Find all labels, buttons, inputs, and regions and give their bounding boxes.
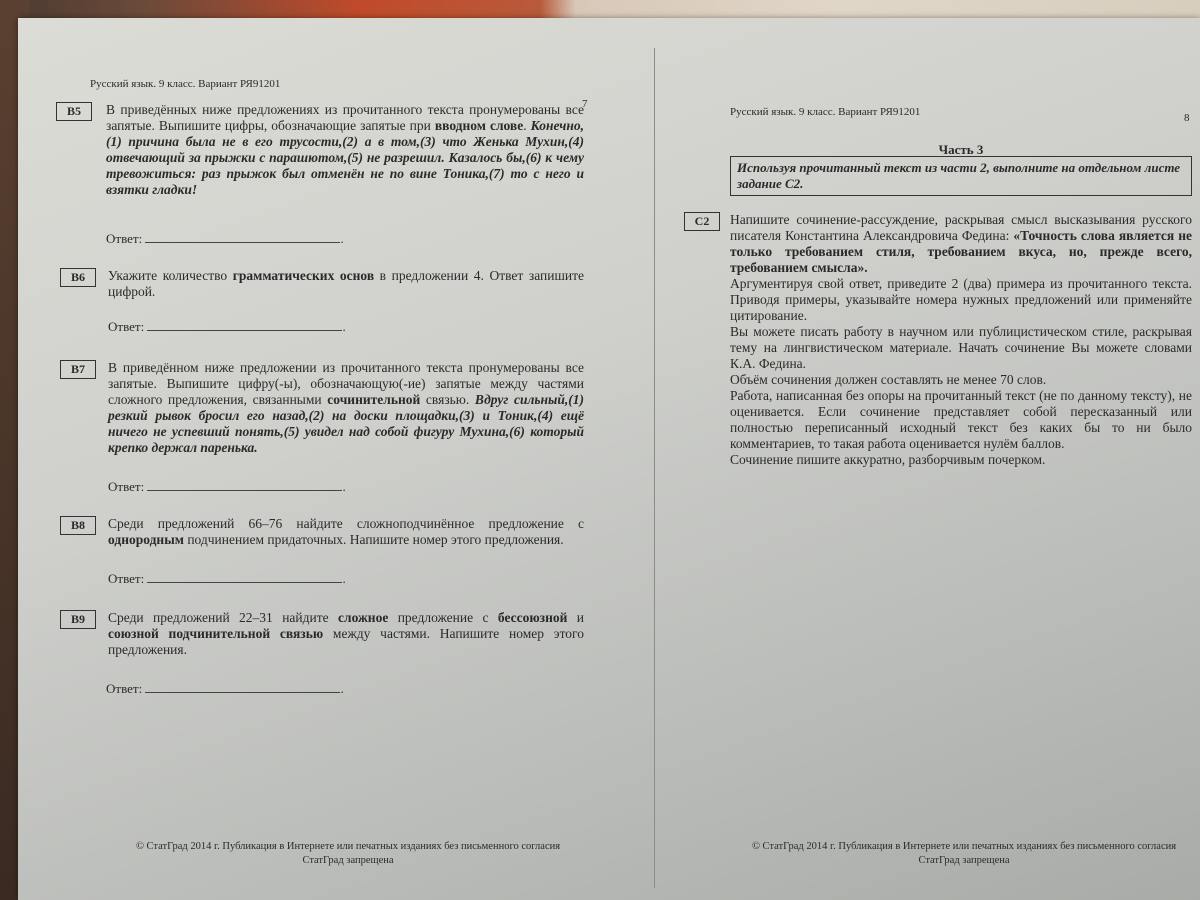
answer-label: Ответ: (106, 231, 143, 246)
exam-sheet (18, 18, 1200, 900)
footer-notice: СтатГрад запрещена (918, 855, 1010, 866)
task-example: Конечно,(1) причина была не в его трусости,(2) а в том,(3) что Женька Мухин,(4) отвечающий за прыжки с парашютом,(5) не разрешил. Казалось бы,(6) к чему тревожиться: раз прыжок был отменён не по вине Тоника,(7) то с него и взятки гладки! (106, 118, 584, 197)
answer-field[interactable]: Ответ: . (108, 571, 346, 586)
task-text-bold: вводном слове (434, 118, 524, 133)
task-text (108, 610, 584, 658)
c2-paragraph: Аргументируя свой ответ, приведите 2 (два) примера из прочитанного текста. Приводя примеры, указывайте номера нужных предложений или применяйте цитирование. (730, 276, 1192, 323)
task-tag: B7 (60, 360, 96, 379)
task-tag: B8 (60, 516, 96, 535)
task-text-bold: сочинительной (327, 392, 421, 407)
c2-paragraph: Вы можете писать работу в научном или публицистическом стиле, раскрывая тему на лингвистическом материале. Начать сочинение Вы можете словами К.А. Федина. (730, 324, 1192, 371)
answer-label: Ответ: (106, 681, 143, 696)
task-tag: B9 (60, 610, 96, 629)
answer-line[interactable] (147, 570, 342, 583)
task-text-after: между частями. Напишите номер этого предложения. (108, 626, 585, 657)
task-text-after: в предложении 4. Ответ запишите цифрой. (108, 268, 584, 299)
task-text-bold: грамматических основ (232, 268, 375, 283)
answer-field[interactable]: Ответ: . (108, 319, 346, 334)
page-header: Русский язык. 9 класс. Вариант РЯ91201 (90, 78, 281, 90)
task-text: В приведённых ниже предложениях из прочитанного текста пронумерованы все запятые. Выпишите цифры, обозначающие запятые при вводном слове. Конечно,(1) причина была не в его трусости,(2) а в том,(3) что Женька Мухин,(4) отвечающий за прыжки с парашютом,(5) не разрешил. Казалось бы,(6) к чему тревожиться: раз прыжок был отменён не по вине Тоника,(7) то с него и взятки гладки! (106, 102, 584, 197)
page-number: 7 (582, 98, 588, 110)
task-text-mid: и (576, 610, 585, 625)
answer-line[interactable] (147, 478, 342, 491)
footer-copyright: © СтатГрад 2014 г. Публикация в Интернете или печатных изданиях без письменного согласия (751, 841, 1177, 852)
left-page (18, 18, 654, 900)
task-text (108, 360, 584, 456)
c2-intro: Напишите сочинение-рассуждение, раскрывая смысл высказывания русского писателя Константина Александровича Федина: (730, 212, 1192, 243)
page-footer (98, 840, 598, 868)
task-text-plain: Среди предложений 66–76 найдите сложноподчинённое предложение с (108, 516, 584, 531)
answer-label: Ответ: (108, 571, 145, 586)
c2-paragraph: Работа, написанная без опоры на прочитанный текст (не по данному тексту), не оценивается. Если сочинение представляет собой пересказанный или полностью переписанный исходный текст без каких бы то ни было комментариев, то такая работа оценивается нулём баллов. (730, 388, 1192, 451)
page-footer (724, 840, 1200, 868)
task-text-mid: предложение с (397, 610, 489, 625)
task-text-plain: В приведённых ниже предложениях из прочитанного текста пронумерованы все запятые. Выпишите цифры, обозначающие запятые при (106, 102, 584, 133)
page-number: 8 (1184, 112, 1190, 124)
task-text-bold: однородным (108, 532, 184, 547)
task-tag: B5 (56, 102, 92, 121)
right-page (654, 18, 1200, 900)
footer-notice: СтатГрад запрещена (302, 855, 394, 866)
task-text (730, 212, 1192, 468)
task-text-plain: Среди предложений 22–31 найдите (108, 610, 329, 625)
answer-line[interactable] (145, 230, 340, 243)
part-title: Часть 3 (938, 142, 984, 157)
task-tag: С2 (684, 212, 720, 231)
c2-paragraph: Объём сочинения должен составлять не менее 70 слов. (730, 372, 1047, 387)
task-text-plain: В приведённом ниже предложении из прочитанного текста пронумерованы все запятые. Выпишите цифру(-ы), обозначающую(-ие) запятые между частями сложного предложения, связанными (108, 360, 584, 407)
answer-label: Ответ: (108, 319, 145, 334)
c2-paragraph: Сочинение пишите аккуратно, разборчивым почерком. (730, 452, 1046, 467)
part-instruction: Используя прочитанный текст из части 2, выполните на отдельном листе задание С2. (730, 156, 1192, 196)
task-tag: B6 (60, 268, 96, 287)
c2-quote: «Точность слова является не только требованием стиля, требованием вкуса, но, прежде всего, требованием смысла». (730, 228, 1192, 275)
task-text-plain: Укажите количество (108, 268, 228, 283)
task-text (108, 516, 584, 548)
answer-field[interactable]: Ответ: . (106, 681, 344, 696)
answer-field[interactable]: Ответ: . (108, 479, 346, 494)
answer-line[interactable] (145, 680, 340, 693)
task-text (108, 268, 584, 300)
answer-label: Ответ: (108, 479, 145, 494)
task-example: Вдруг сильный,(1) резкий рывок бросил его назад,(2) на доски площадки,(3) и Тоник,(4) ещё ничего не успевший понять,(5) увидел над собой фигуру Мухина,(6) который крепко держал паренька. (108, 392, 585, 455)
task-text-after: подчинением придаточных. Напишите номер этого предложения. (187, 532, 564, 547)
answer-line[interactable] (147, 318, 342, 331)
task-text-bold: бессоюзной (497, 610, 568, 625)
task-text-bold: союзной подчинительной связью (108, 626, 324, 641)
answer-field[interactable]: Ответ: . (106, 231, 344, 246)
task-text-bold: сложное (338, 610, 389, 625)
task-text-after: связью. (425, 392, 470, 407)
footer-copyright: © СтатГрад 2014 г. Публикация в Интернете или печатных изданиях без письменного согласия (135, 841, 561, 852)
page-header: Русский язык. 9 класс. Вариант РЯ91201 (730, 106, 921, 118)
